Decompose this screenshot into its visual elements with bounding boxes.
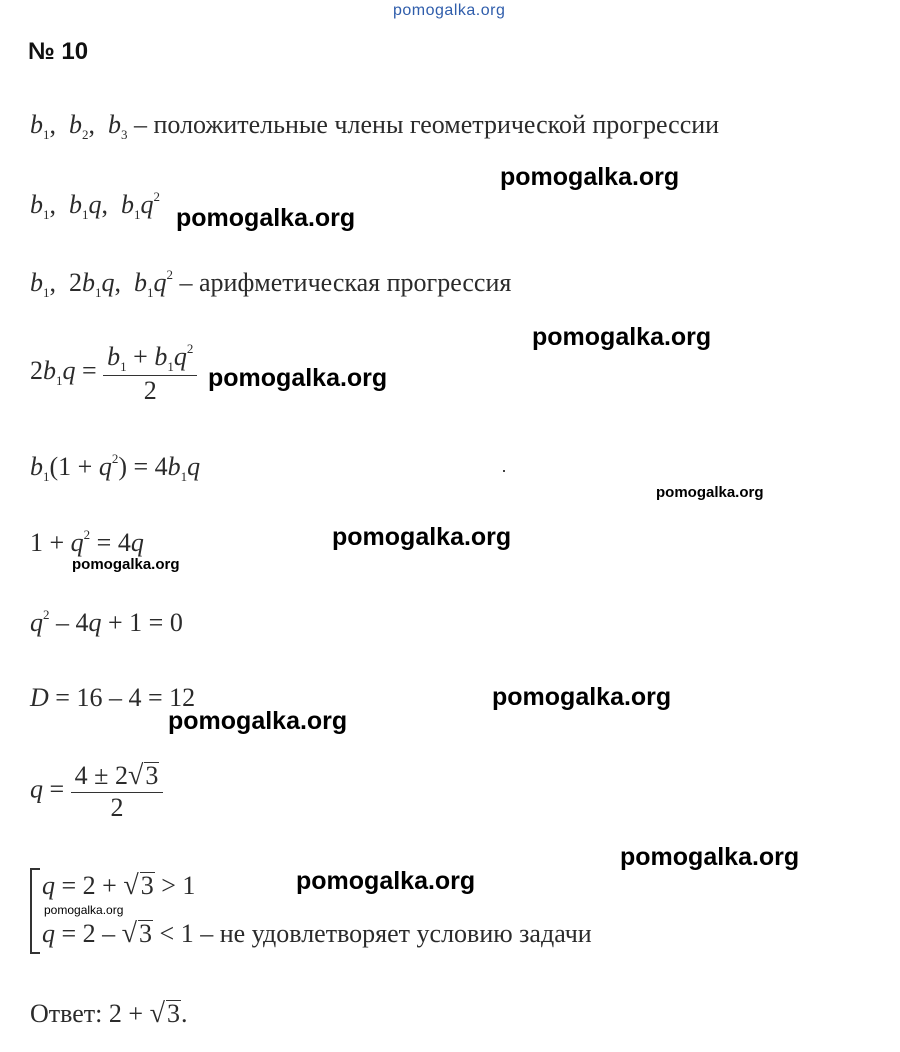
line-geometric-terms: $b_1$, $b_2$, $b_3$ – положительные члены геометрической прогрессии	[30, 110, 720, 142]
equation-mean: $2b_1q$ = $\frac{b_1 + b_1q^2}{2}$	[30, 342, 197, 404]
quadratic-equation: $q^2 - 4q + 1 = 0$	[30, 607, 183, 637]
watermark-7[interactable]: pomogalka.org	[72, 556, 180, 573]
watermark-3[interactable]: pomogalka.org	[532, 323, 712, 351]
case-bracket	[30, 868, 40, 954]
watermark-8[interactable]: pomogalka.org	[492, 683, 672, 711]
root-case-1: q = 2 + √3 > 1	[42, 870, 196, 901]
watermark-top[interactable]: pomogalka.org	[393, 2, 506, 19]
problem-number: № 10	[28, 38, 89, 65]
answer-label: Ответ: 2 +	[30, 999, 150, 1028]
equation-factored: $b_1(1 + q^2) = 4b_1q$	[30, 451, 201, 484]
answer: Ответ: 2 + √3.	[30, 998, 188, 1029]
equation-simplified: $1 + q^2 = 4q$	[30, 527, 144, 557]
watermark-11[interactable]: pomogalka.org	[296, 867, 476, 895]
root-case-2: q = 2 – √3 < 1 – не удовлетворяет условию задачи	[42, 918, 592, 949]
quadratic-tail: + 1 = 0	[101, 608, 183, 637]
line-geometric-text: – положительные члены геометрической прогрессии	[134, 110, 720, 139]
watermark-2[interactable]: pomogalka.org	[176, 204, 356, 232]
root-case-2-text: < 1 – не удовлетворяет условию задачи	[153, 919, 592, 948]
quadratic-middle: – 4	[49, 608, 89, 637]
discriminant: D = 16 – 4 = 12	[30, 683, 196, 712]
watermark-6[interactable]: pomogalka.org	[332, 523, 512, 551]
equation-simplified-lhs: 1 +	[30, 528, 71, 557]
line-terms-in-q: $b_1$, $b_1q$, $b_1q^2$	[30, 189, 160, 222]
watermark-12[interactable]: pomogalka.org	[44, 903, 124, 917]
equation-factored-rhs: = 4	[133, 452, 168, 481]
discriminant-text: = 16 – 4 = 12	[48, 683, 196, 712]
stray-dot	[503, 470, 505, 472]
line-arithmetic-text: – арифметическая прогрессия	[179, 268, 512, 297]
watermark-4[interactable]: pomogalka.org	[208, 364, 388, 392]
watermark-10[interactable]: pomogalka.org	[620, 843, 800, 871]
roots-formula: q = $\frac{4 \pm 2√3}{2}$	[30, 762, 163, 821]
roots-fraction: $\frac{4 \pm 2√3}{2}$	[71, 762, 164, 821]
fraction: $\frac{b_1 + b_1q^2}{2}$	[103, 342, 197, 404]
line-arithmetic: $b_1$, $2b_1q$, $b_1q^2$ – арифметическая прогрессия	[30, 267, 512, 300]
watermark-1[interactable]: pomogalka.org	[500, 163, 680, 191]
watermark-5[interactable]: pomogalka.org	[656, 484, 764, 501]
answer-end: .	[180, 999, 188, 1028]
root-case-1-text: > 1	[154, 871, 196, 900]
watermark-9[interactable]: pomogalka.org	[168, 707, 348, 735]
equation-simplified-rhs: = 4	[90, 528, 131, 557]
